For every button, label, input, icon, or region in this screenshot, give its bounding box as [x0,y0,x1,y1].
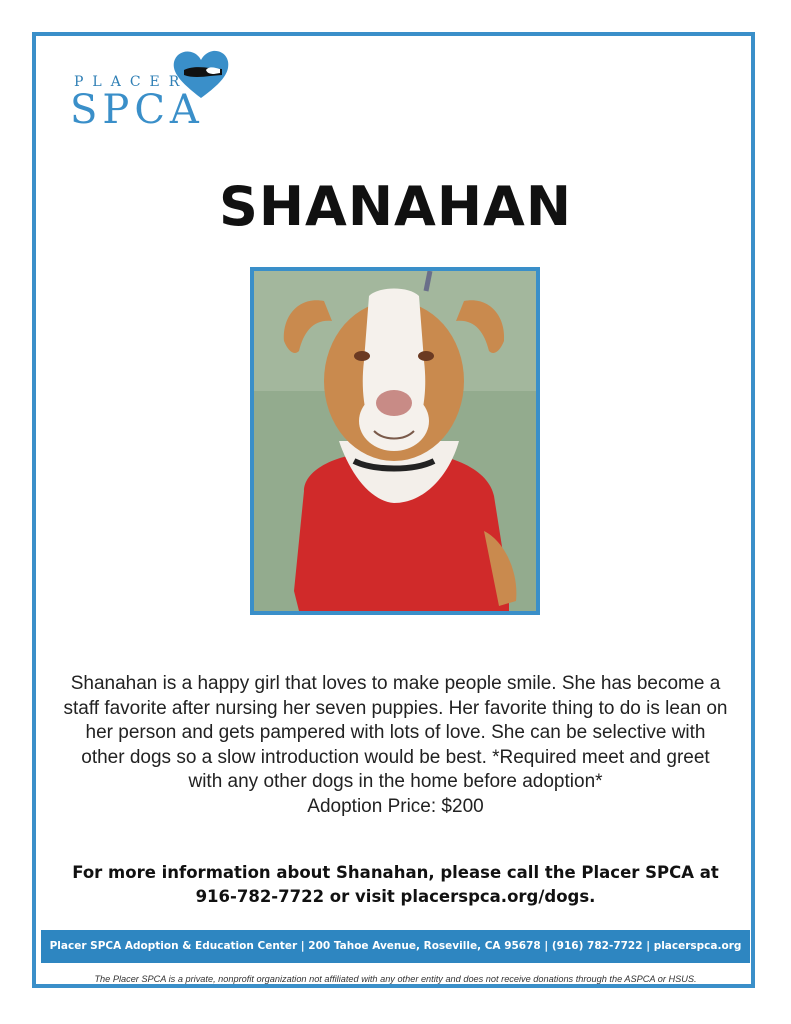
pet-description [62,672,729,819]
contact-line-2: 916-782-7722 or visit placerspca.org/dogs. [195,887,596,906]
placer-spca-logo [70,48,240,133]
dog-illustration [254,271,536,611]
footer-bar: Placer SPCA Adoption & Education Center | 200 Tahoe Avenue, Roseville, CA 95678 | (916) 782-7722 | placerspca.org [41,930,750,963]
logo-placer-text: PLACER [74,74,189,90]
description-text: Shanahan is a happy girl that loves to make people smile. She has become a staff favorite after nursing her seven puppies. Her favorite thing to do is lean on her person and gets pampered with lots of love. She can be selective with other dogs so a slow introduction would be best. *Required meet and greet with any other dogs in the home before adoption* [63,673,728,792]
contact-info [62,861,729,909]
dog-photo [250,267,540,615]
pet-name-title: SHANAHAN [218,175,573,238]
adoption-price: Adoption Price: $200 [307,795,484,817]
disclaimer-text: The Placer SPCA is a private, nonprofit organization not affiliated with any other entity and does not receive donations through the ASPCA or HSUS. [94,974,697,984]
contact-line-1: For more information about Shanahan, please call the Placer SPCA at [72,863,719,882]
logo-spca-text: SPCA [70,87,204,133]
